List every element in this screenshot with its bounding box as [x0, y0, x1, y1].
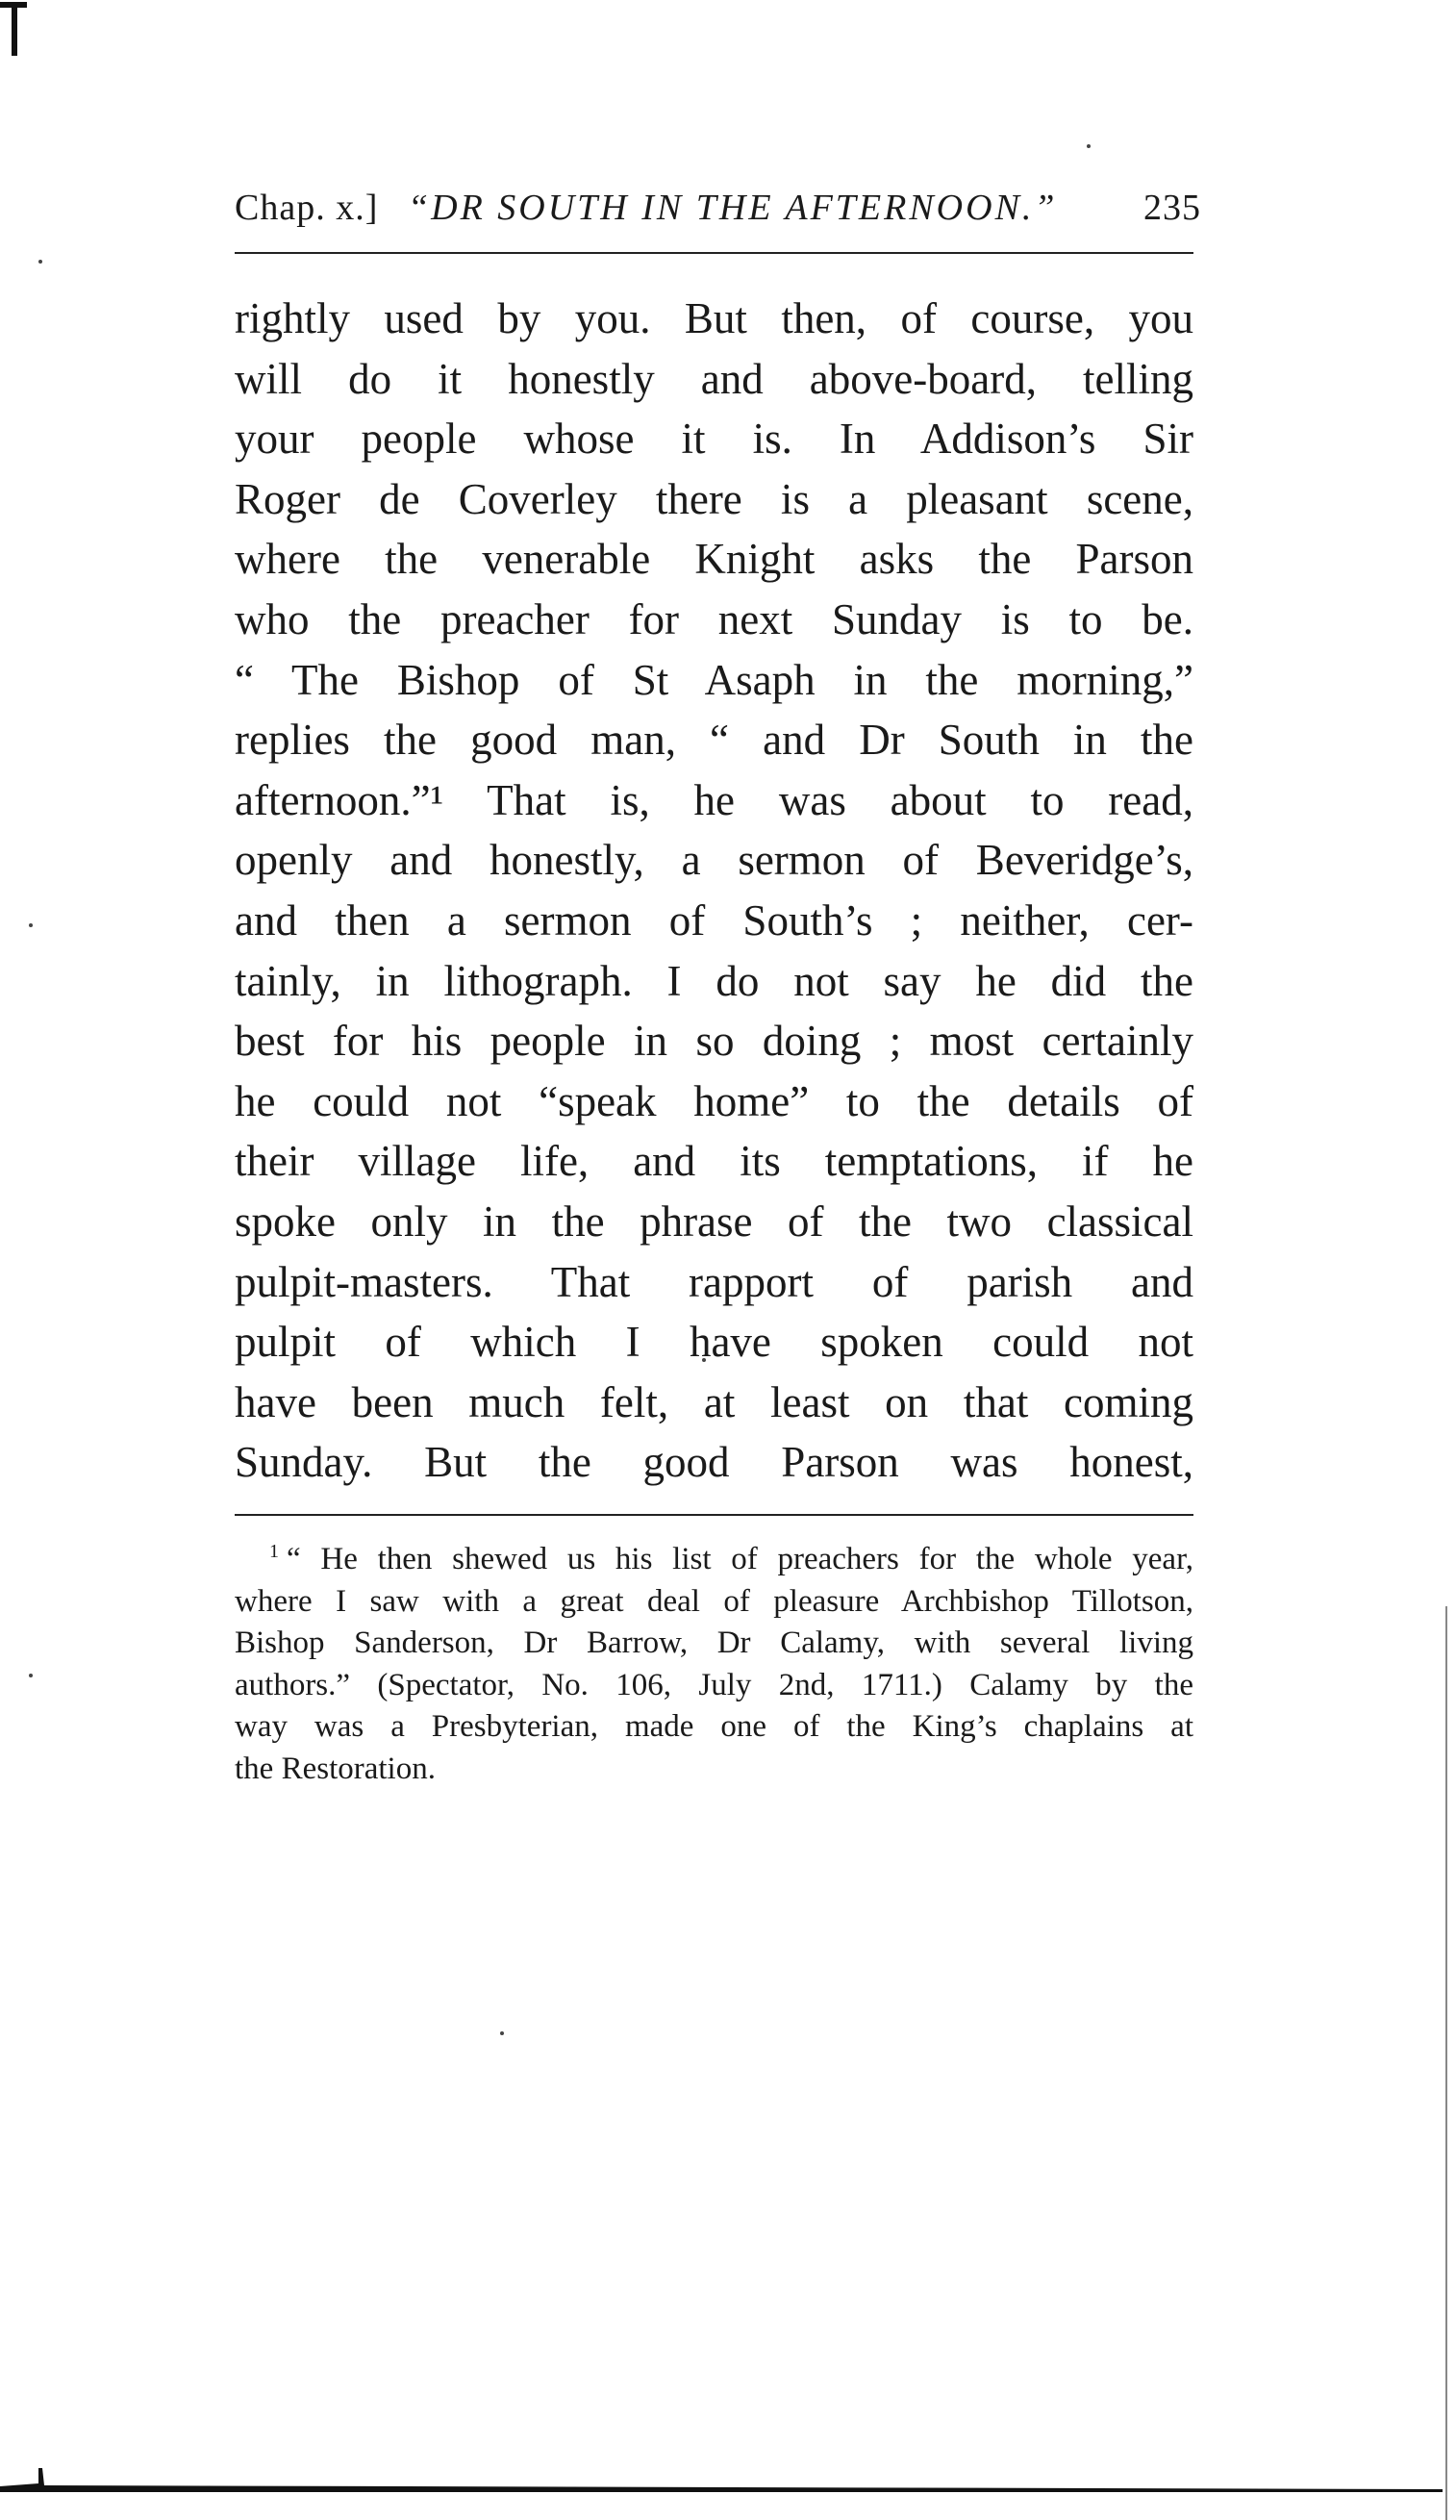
scan-bottom-rule	[0, 2462, 1456, 2501]
text-line: who the preacher for next Sunday is to be.	[235, 594, 1193, 643]
text-line: tainly, in lithograph. I do not say he did the	[235, 956, 1193, 1005]
footnote-line: authors.” (Spectator, No. 106, July 2nd, 1711.) Calamy by the	[235, 1667, 1193, 1702]
text-line: rightly used by you. But then, of course, you	[235, 294, 1193, 342]
scan-right-edge	[1445, 1606, 1447, 2520]
text-line: openly and honestly, a sermon of Beveridge’s,	[235, 836, 1193, 885]
text-line: have been much felt, at least on that coming	[235, 1377, 1193, 1426]
header-rule	[235, 252, 1193, 254]
footnote-line: way was a Presbyterian, made one of the King’s chaplains at	[235, 1709, 1193, 1744]
scan-speck	[38, 260, 42, 264]
scan-speck	[1087, 144, 1091, 148]
text-line: Sunday. But the good Parson was honest,	[235, 1438, 1193, 1487]
running-head	[235, 181, 1201, 235]
text-line: your people whose it is. In Addison’s Sir	[235, 415, 1193, 464]
text-line: he could not “speak home” to the details of	[235, 1076, 1193, 1125]
page-number: 235	[1143, 188, 1201, 228]
text-line: pulpit of which I have spoken could not	[235, 1318, 1193, 1367]
text-line: their village life, and its temptations, if he	[235, 1137, 1193, 1186]
scan-speck	[500, 2031, 504, 2035]
text-line: Roger de Coverley there is a pleasant scene,	[235, 474, 1193, 523]
footnote-line: the Restoration.	[235, 1751, 436, 1786]
footnote	[235, 1539, 1193, 1790]
footnote-line: where I saw with a great deal of pleasure Archbishop Tillotson,	[235, 1583, 1193, 1619]
running-title: “DR SOUTH IN THE AFTERNOON.”	[408, 188, 1058, 228]
scan-speck	[29, 923, 33, 927]
text-line: spoke only in the phrase of the two classical	[235, 1197, 1193, 1246]
text-line: pulpit-masters. That rapport of parish and	[235, 1257, 1193, 1306]
footnote-marker: 1	[269, 1541, 279, 1562]
text-line: replies the good man, “ and Dr South in the	[235, 716, 1193, 765]
footnote-line	[235, 1539, 1193, 1581]
body-text	[235, 289, 1193, 1493]
text-line: best for his people in so doing ; most certainly	[235, 1017, 1193, 1066]
scan-speck	[29, 1674, 33, 1677]
chapter-label: Chap. x.]	[235, 188, 379, 228]
text-line: where the venerable Knight asks the Parson	[235, 535, 1193, 584]
scan-corner-mark	[0, 0, 29, 58]
text-line: “ The Bishop of St Asaph in the morning,”	[235, 655, 1193, 704]
text-line: afternoon.”¹ That is, he was about to read,	[235, 775, 1193, 824]
footnote-rule	[235, 1514, 1193, 1516]
text-line: and then a sermon of South’s ; neither, cer-	[235, 895, 1193, 945]
footnote-line: Bishop Sanderson, Dr Barrow, Dr Calamy, with several living	[235, 1625, 1193, 1660]
footnote-line-text: “ He then shewed us his list of preachers for the whole year,	[287, 1542, 1193, 1576]
text-line: will do it honestly and above-board, telling	[235, 354, 1193, 403]
